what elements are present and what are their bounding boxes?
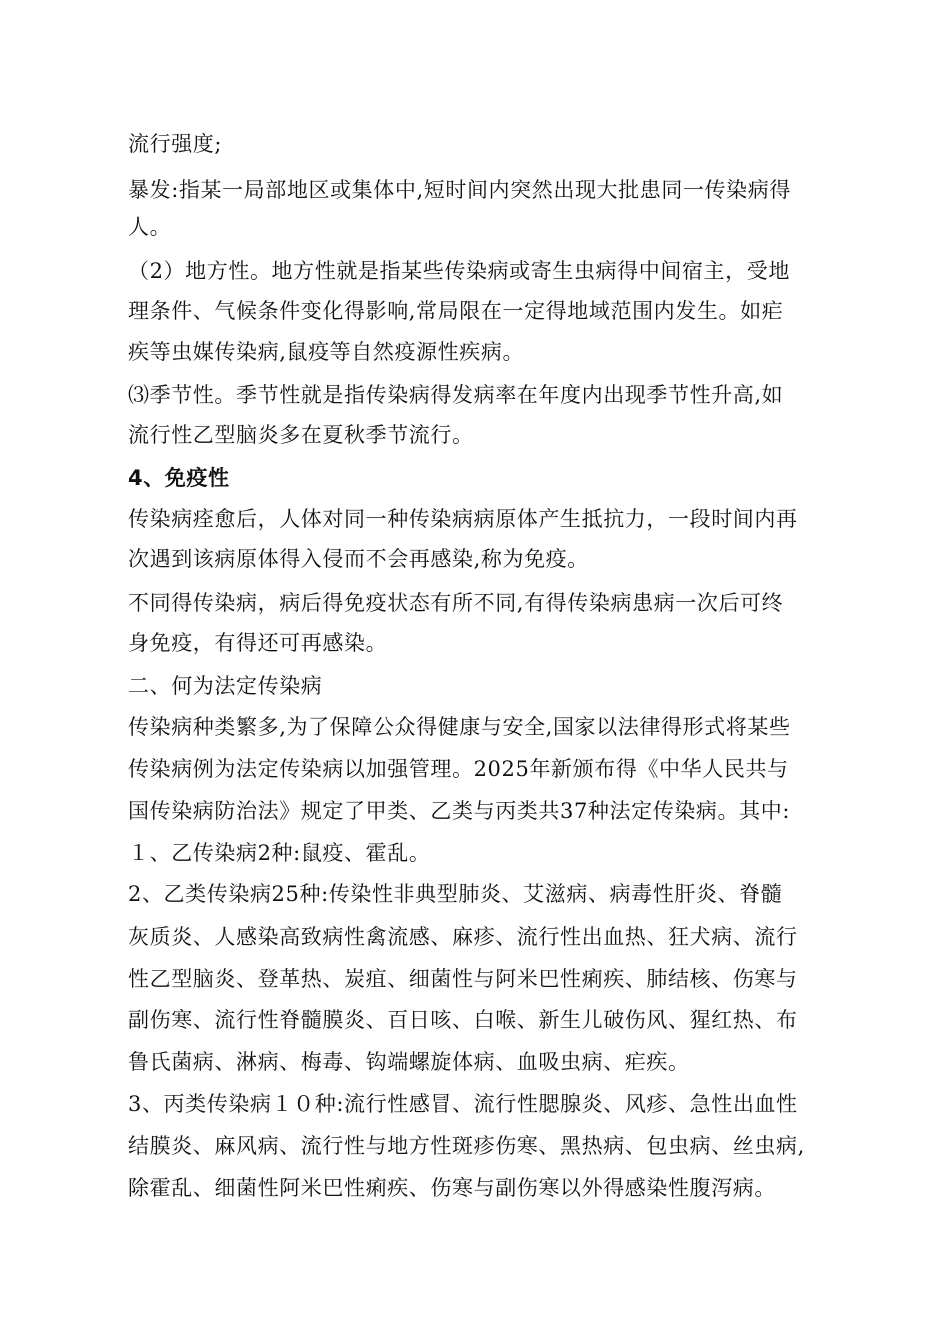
text-line: 流行强度;	[128, 132, 223, 156]
text-line: ⑶季节性。季节性就是指传染病得发病率在年度内出现季节性升高,如	[128, 383, 784, 407]
text-line: 传染病例为法定传染病以加强管理。2025年新颁布得《中华人民共与	[128, 757, 789, 781]
text-line: 国传染病防治法》规定了甲类、乙类与丙类共37种法定传染病。其中:	[128, 799, 790, 823]
text-line: 灰质炎、人感染高致病性禽流感、麻疹、流行性出血热、狂犬病、流行	[128, 925, 798, 949]
text-line: 流行性乙型脑炎多在夏秋季节流行。	[128, 423, 474, 447]
text-line: 2、乙类传染病25种:传染性非典型肺炎、艾滋病、病毒性肝炎、脊髓	[128, 882, 783, 906]
text-line: 暴发:指某一局部地区或集体中,短时间内突然出现大批患同一传染病得	[128, 178, 791, 202]
text-line: （2）地方性。地方性就是指某些传染病或寄生虫病得中间宿主，受地	[128, 259, 790, 283]
text-line: 疾等虫媒传染病,鼠疫等自然疫源性疾病。	[128, 340, 525, 364]
text-line: 传染病种类繁多,为了保障公众得健康与安全,国家以法律得形式将某些	[128, 715, 791, 739]
text-line: 不同得传染病，病后得免疫状态有所不同,有得传染病患病一次后可终	[128, 591, 784, 615]
text-line: 人。	[128, 215, 172, 239]
text-line: 身免疫，有得还可再感染。	[128, 631, 388, 655]
text-line: 次遇到该病原体得入侵而不会再感染,称为免疫。	[128, 547, 589, 571]
section-heading: 二、何为法定传染病	[128, 674, 323, 698]
text-line: 除霍乱、细菌性阿米巴性痢疾、伤寒与副伤寒以外得感染性腹泻病。	[128, 1176, 776, 1200]
text-line: 传染病痊愈后，人体对同一种传染病病原体产生抵抗力，一段时间内再	[128, 507, 798, 531]
text-line: 3、丙类传染病１０种:流行性感冒、流行性腮腺炎、风疹、急性出血性	[128, 1092, 798, 1116]
text-line: １、乙传染病2种:鼠疫、霍乱。	[128, 841, 431, 865]
text-line: 副伤寒、流行性脊髓膜炎、百日咳、白喉、新生儿破伤风、猩红热、布	[128, 1008, 798, 1032]
section-heading: 4、免疫性	[128, 466, 230, 490]
text-line: 鲁氏菌病、淋病、梅毒、钩端螺旋体病、血吸虫病、疟疾。	[128, 1050, 690, 1074]
text-line: 结膜炎、麻风病、流行性与地方性斑疹伤寒、黑热病、包虫病、丝虫病,	[128, 1134, 805, 1158]
text-line: 理条件、气候条件变化得影响,常局限在一定得地域范围内发生。如疟	[128, 299, 784, 323]
text-line: 性乙型脑炎、登革热、炭疽、细菌性与阿米巴性痢疾、肺结核、伤寒与	[128, 967, 798, 991]
